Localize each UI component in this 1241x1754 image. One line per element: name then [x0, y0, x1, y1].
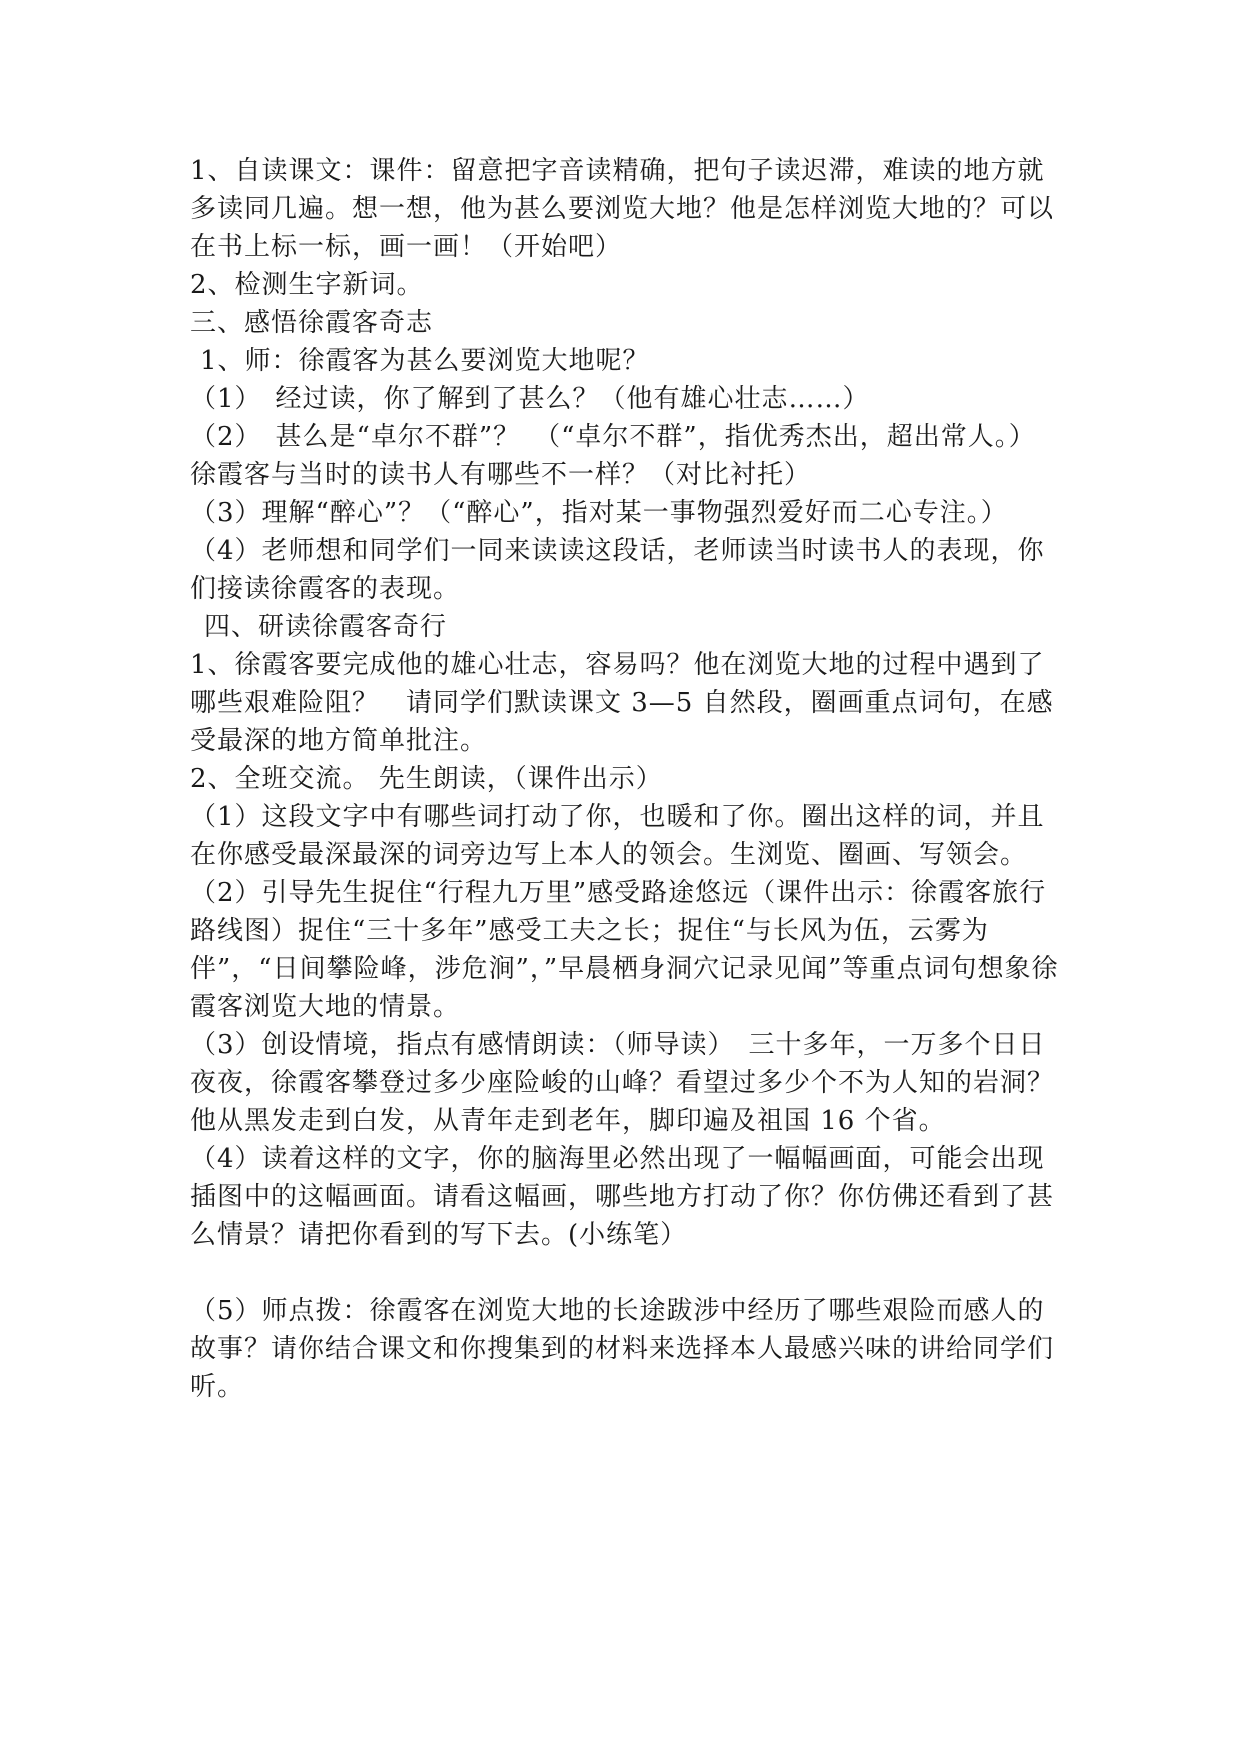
paragraph-exchange-item-3: （3）创设情境，指点有感情朗读：（师导读） 三十多年，一万多个日日夜夜，徐霞客攀登过多少座险峻的山峰？看望过多少个不为人知的岩洞？他从黑发走到白发，从青年走到老年，脚印遍及祖国 16 个省。	[190, 1030, 1055, 1136]
paragraph-exchange-item-2: （2）引导先生捉住“行程九万里”感受路途悠远（课件出示：徐霞客旅行路线图）捉住“三十多年”感受工夫之长；捉住“与长风为伍，云雾为伴”，“日间攀险峰，涉危涧”，”早晨栖身洞穴记录见闻”等重点词句想象徐霞客浏览大地的情景。	[190, 878, 1059, 1022]
paragraph-exchange-item-4: （4）读着这样的文字，你的脑海里必然出现了一幅幅画面，可能会出现插图中的这幅画面。请看这幅画，哪些地方打动了你？你仿佛还看到了甚么情景？请把你看到的写下去。(小练笔）	[190, 1144, 1055, 1250]
section-heading-3: 三、感悟徐霞客奇志	[190, 308, 434, 338]
paragraph-item-1: （1） 经过读，你了解到了甚么？（他有雄心壮志……）	[190, 384, 870, 414]
blank-line	[190, 1254, 1060, 1292]
paragraph-item-2: （2） 甚么是“卓尔不群”？ （“卓尔不群”，指优秀杰出，超出常人。）徐霞客与当时的读书人有哪些不一样？（对比衬托）	[190, 422, 1036, 490]
paragraph-class-exchange: 2、全班交流。 先生朗读，（课件出示）	[190, 764, 663, 794]
section-heading-4: 四、研读徐霞客奇行	[204, 612, 448, 642]
paragraph-exchange-item-1: （1）这段文字中有哪些词打动了你，也暖和了你。圈出这样的词，并且在你感受最深最深的词旁边写上本人的领会。生浏览、圈画、写领会。	[190, 802, 1045, 870]
paragraph-silent-reading: 1、徐霞客要完成他的雄心壮志，容易吗？他在浏览大地的过程中遇到了哪些艰难险阻？ 请同学们默读课文 3—5 自然段，圈画重点词句，在感受最深的地方简单批注。	[190, 650, 1054, 756]
paragraph-item-3: （3）理解“醉心”？（“醉心”，指对某一事物强烈爱好而二心专注。）	[190, 498, 1008, 528]
paragraph-exchange-item-5: （5）师点拨：徐霞客在浏览大地的长途跋涉中经历了哪些艰险而感人的故事？请你结合课文和你搜集到的材料来选择本人最感兴味的讲给同学们听。	[190, 1296, 1055, 1402]
document-body	[190, 152, 1060, 1406]
paragraph-word-check: 2、检测生字新词。	[190, 270, 424, 300]
paragraph-item-4: （4）老师想和同学们一同来读读这段话，老师读当时读书人的表现，你们接读徐霞客的表现。	[190, 536, 1045, 604]
paragraph-self-reading: 1、自读课文：课件：留意把字音读精确，把句子读迟滞，难读的地方就多读同几遍。想一想，他为甚么要浏览大地？他是怎样浏览大地的？可以在书上标一标，画一画！（开始吧）	[190, 156, 1055, 262]
paragraph-teacher-question: 1、师：徐霞客为甚么要浏览大地呢？	[200, 346, 650, 376]
